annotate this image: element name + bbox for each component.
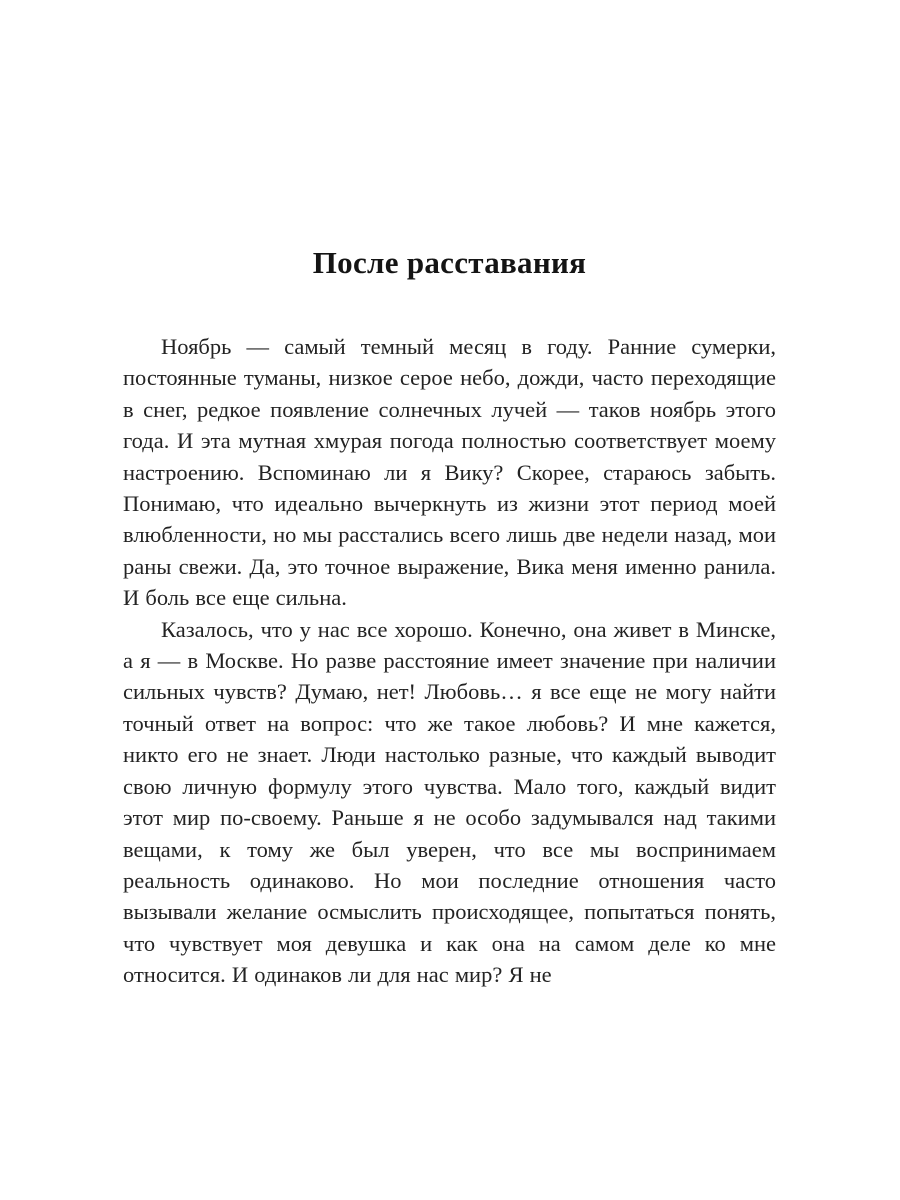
chapter-title: После расставания	[312, 245, 587, 280]
paragraph-2: Казалось, что у нас все хорошо. Конечно, она живет в Минске, а я — в Москве. Но разве расстояние имеет значение при наличии сильных чувств? Думаю, нет! Любовь… я все еще не могу найти точный ответ на вопрос: что же такое любовь? И мне кажется, никто его не знает. Люди настолько разные, что каждый выводит свою личную формулу этого чувства. Мало того, каждый видит этот мир по-своему. Раньше я не особо задумывался над такими вещами, к тому же был уверен, что все мы воспринимаем реальность одинаково. Но мои последние отношения часто вызывали желание осмыслить происходящее, попытаться понять, что чувствует моя девушка и как она на самом деле ко мне относится. И одинаков ли для нас мир? Я не	[123, 616, 776, 988]
chapter-body	[123, 331, 776, 991]
paragraph-1: Ноябрь — самый темный месяц в году. Ранние сумерки, постоянные туманы, низкое серое небо, дожди, часто переходящие в снег, редкое появление солнечных лучей — таков ноябрь этого года. И эта мутная хмурая погода полностью соответствует моему настроению. Вспоминаю ли я Вику? Скорее, стараюсь забыть. Понимаю, что идеально вычеркнуть из жизни этот период моей влюбленности, но мы расстались всего лишь две недели назад, мои раны свежи. Да, это точное выражение, Вика меня именно ранила. И боль все еще сильна.	[123, 334, 776, 611]
